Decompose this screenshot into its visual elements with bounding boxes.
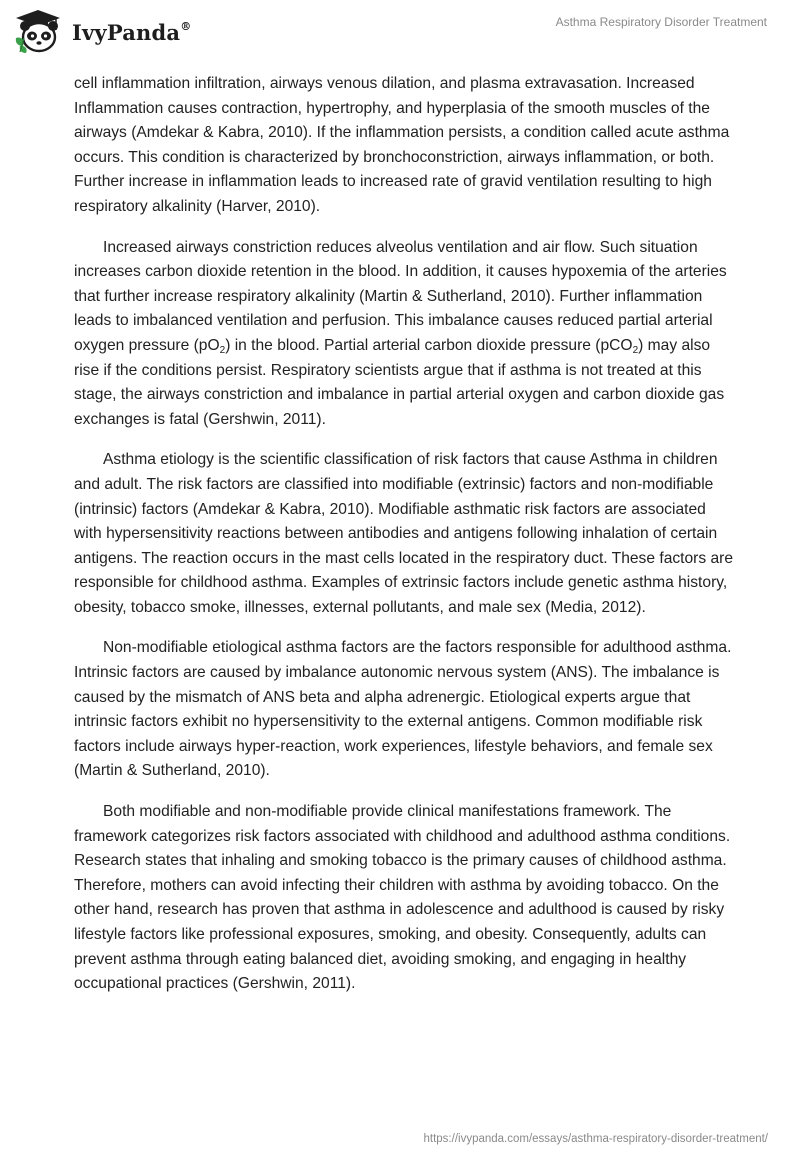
essay-body (74, 72, 734, 1013)
paragraph-3: Asthma etiology is the scientific classification of risk factors that cause Asthma in children and adult. The risk factors are classified into modifiable (extrinsic) factors and non-modifiable (intrinsic) factors (Amdekar & Kabra, 2010). Modifiable asthmatic risk factors are associated with hypersensitivity reactions between antibodies and antigens following inhalation of certain antigens. The reaction occurs in the mast cells located in the respiratory duct. These factors are responsible for childhood asthma. Examples of extrinsic factors include genetic asthma history, obesity, tobacco smoke, illnesses, external pollutants, and male sex (Media, 2012). (74, 451, 734, 616)
ivypanda-logo[interactable] (12, 8, 191, 54)
page-header (0, 0, 800, 70)
document-title: Asthma Respiratory Disorder Treatment (555, 15, 767, 29)
panda-graduate-icon (12, 8, 64, 54)
registered-mark: ® (180, 19, 192, 33)
subscript-2: 2 (219, 344, 226, 356)
paragraph-4: Non-modifiable etiological asthma factors are the factors responsible for adulthood asthma. Intrinsic factors are caused by imbalance autonomic nervous system (ANS). The imbalance is caused by the mismatch of ANS beta and alpha adrenergic. Etiological experts argue that intrinsic factors exhibit no hypersensitivity to the external antigens. Common modifiable risk factors include airways hyper-reaction, work experiences, lifestyle behaviors, and female sex (Martin & Sutherland, 2010). (74, 639, 732, 780)
source-url-link[interactable]: https://ivypanda.com/essays/asthma-respiratory-disorder-treatment/ (423, 1133, 768, 1145)
paragraph-1: cell inflammation infiltration, airways venous dilation, and plasma extravasation. Increased Inflammation causes contraction, hypertrophy, and hyperplasia of the smooth muscles of the airways (Amdekar & Kabra, 2010). If the inflammation persists, a condition called acute asthma occurs. This condition is characterized by bronchoconstriction, airways inflammation, or both. Further increase in inflammation leads to increased rate of gravid ventilation resulting to high respiratory alkalinity (Harver, 2010). (74, 75, 730, 215)
subscript-2: 2 (632, 344, 639, 356)
paragraph-5: Both modifiable and non-modifiable provide clinical manifestations framework. The framework categorizes risk factors associated with childhood and adulthood asthma conditions. Research states that inhaling and smoking tobacco is the primary causes of childhood asthma. Therefore, mothers can avoid infecting their children with asthma by avoiding tobacco. On the other hand, research has proven that asthma in adolescence and adulthood is caused by risky lifestyle factors like professional exposures, smoking, and obesity. Consequently, adults can prevent asthma through eating balanced diet, avoiding smoking, and engaging in healthy occupational practices (Gershwin, 2011). (74, 803, 731, 993)
paragraph-2: Increased airways constriction reduces alveolus ventilation and air flow. Such situation increases carbon dioxide retention in the blood. In addition, it causes hypoxemia of the arteries that further increase respiratory alkalinity (Martin & Sutherland, 2010). Further inflammation leads to imbalanced ventilation and perfusion. This imbalance causes reduced partial arterial oxygen pressure $(pO_2)$ in the blood. Partial arterial carbon dioxide pressure (pCO$_2$) may also rise if the conditions persist. Respiratory scientists argue that if asthma is not treated at this stage, the airways constriction and imbalance in partial arterial oxygen and carbon dioxide gas exchanges is fatal (Gershwin, 2011). (74, 238, 727, 428)
brand-name: IvyPanda® (72, 19, 192, 45)
